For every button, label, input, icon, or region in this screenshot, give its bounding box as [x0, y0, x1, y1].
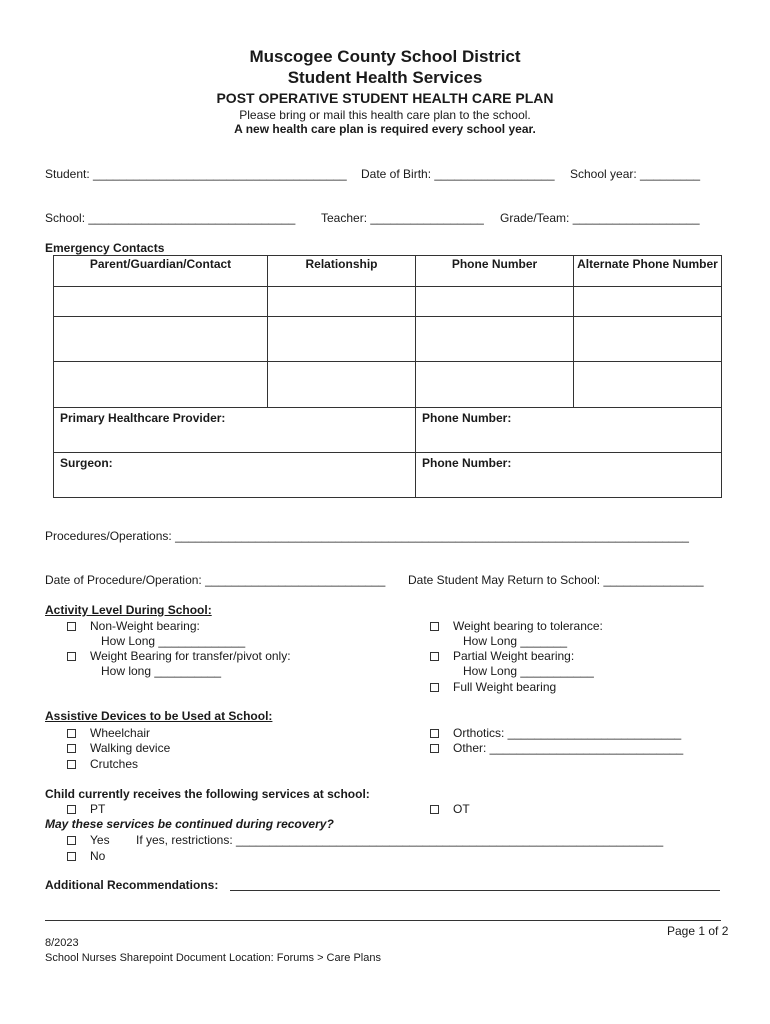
no-label: No [90, 849, 106, 863]
additional-recommendations-line2[interactable] [45, 906, 721, 921]
phone-cell[interactable] [416, 287, 574, 317]
checkbox-partial-weight[interactable] [430, 649, 439, 663]
checkbox-icon [67, 652, 76, 661]
partial-weight-label: Partial Weight bearing: [453, 649, 575, 663]
contact-cell[interactable] [54, 287, 268, 317]
procedures-field[interactable]: Procedures/Operations: _____________________________________________________________________________ [45, 529, 689, 543]
checkbox-ot[interactable] [430, 802, 439, 816]
wheelchair-label: Wheelchair [90, 726, 151, 740]
page-number: Page 1 of 2 [667, 924, 729, 938]
checkbox-icon [430, 683, 439, 692]
assistive-devices-title: Assistive Devices to be Used at School: [45, 709, 273, 723]
col-header-phone: Phone Number [416, 256, 574, 287]
school-year-field[interactable]: School year: _________ [570, 167, 701, 181]
pt-label: PT [90, 802, 106, 816]
checkbox-orthotics[interactable] [430, 726, 439, 740]
checkbox-crutches[interactable] [67, 757, 76, 771]
orthotics-field[interactable]: Orthotics: __________________________ [453, 726, 682, 740]
checkbox-wheelchair[interactable] [67, 726, 76, 740]
checkbox-icon [67, 760, 76, 769]
col-header-contact: Parent/Guardian/Contact [54, 256, 268, 287]
weight-tolerance-label: Weight bearing to tolerance: [453, 619, 603, 633]
checkbox-yes[interactable] [67, 833, 76, 847]
alt-phone-cell[interactable] [574, 317, 722, 362]
partial-weight-howlong[interactable]: How Long ___________ [463, 664, 594, 678]
footer-location: School Nurses Sharepoint Document Location: Forums > Care Plans [45, 952, 381, 964]
relationship-cell[interactable] [268, 317, 416, 362]
phone-cell[interactable] [416, 362, 574, 408]
transfer-pivot-label: Weight Bearing for transfer/pivot only: [90, 649, 291, 663]
instruction-text: Please bring or mail this health care plan to the school. [239, 108, 531, 122]
primary-provider-label: Primary Healthcare Provider: [60, 411, 226, 425]
services-title: Child currently receives the following services at school: [45, 787, 370, 801]
alt-phone-cell[interactable] [574, 287, 722, 317]
table-row [54, 362, 722, 408]
checkbox-icon [430, 744, 439, 753]
checkbox-non-weight-bearing[interactable] [67, 619, 76, 633]
surgeon-phone-cell[interactable] [416, 453, 722, 498]
table-row [54, 287, 722, 317]
emergency-contacts-table [53, 255, 722, 498]
surgeon-phone-label: Phone Number: [422, 456, 512, 470]
checkbox-no[interactable] [67, 849, 76, 863]
student-field[interactable]: Student: ______________________________________ [45, 167, 347, 181]
table-row [54, 317, 722, 362]
checkbox-icon [67, 805, 76, 814]
relationship-cell[interactable] [268, 287, 416, 317]
contact-cell[interactable] [54, 317, 268, 362]
return-date-field[interactable]: Date Student May Return to School: _______________ [408, 573, 704, 587]
relationship-cell[interactable] [268, 362, 416, 408]
checkbox-other[interactable] [430, 741, 439, 755]
checkbox-transfer-pivot[interactable] [67, 649, 76, 663]
checkbox-weight-tolerance[interactable] [430, 619, 439, 633]
checkbox-icon [67, 744, 76, 753]
school-field[interactable]: School: _______________________________ [45, 211, 296, 225]
checkbox-icon [67, 836, 76, 845]
alt-phone-cell[interactable] [574, 362, 722, 408]
form-title: POST OPERATIVE STUDENT HEALTH CARE PLAN [216, 90, 554, 106]
additional-recommendations-label: Additional Recommendations: [45, 878, 219, 892]
primary-provider-cell[interactable] [54, 408, 416, 453]
checkbox-full-weight[interactable] [430, 680, 439, 694]
phone-cell[interactable] [416, 317, 574, 362]
activity-level-title: Activity Level During School: [45, 603, 212, 617]
col-header-alt-phone: Alternate Phone Number [574, 256, 722, 287]
footer-date: 8/2023 [45, 937, 79, 949]
checkbox-walking-device[interactable] [67, 741, 76, 755]
full-weight-label: Full Weight bearing [453, 680, 557, 694]
contact-cell[interactable] [54, 362, 268, 408]
district-title: Muscogee County School District [249, 47, 521, 66]
non-weight-bearing-label: Non-Weight bearing: [90, 619, 200, 633]
emergency-contacts-title: Emergency Contacts [45, 241, 165, 255]
yes-label: Yes [90, 833, 110, 847]
dob-field[interactable]: Date of Birth: __________________ [361, 167, 555, 181]
checkbox-icon [430, 729, 439, 738]
provider-phone-label: Phone Number: [422, 411, 512, 425]
surgeon-label: Surgeon: [60, 456, 113, 470]
continue-services-question: May these services be continued during recovery? [45, 817, 334, 831]
other-field[interactable]: Other: _____________________________ [453, 741, 684, 755]
checkbox-icon [67, 729, 76, 738]
restrictions-field[interactable]: If yes, restrictions: ________________________________________________________________ [136, 833, 664, 847]
col-header-relationship: Relationship [268, 256, 416, 287]
non-weight-bearing-howlong[interactable]: How Long _____________ [101, 634, 246, 648]
provider-phone-cell[interactable] [416, 408, 722, 453]
checkbox-icon [430, 622, 439, 631]
checkbox-pt[interactable] [67, 802, 76, 816]
grade-field[interactable]: Grade/Team: ___________________ [500, 211, 700, 225]
surgeon-cell[interactable] [54, 453, 416, 498]
additional-recommendations-line1[interactable] [230, 876, 720, 891]
ot-label: OT [453, 802, 470, 816]
teacher-field[interactable]: Teacher: _________________ [321, 211, 484, 225]
department-title: Student Health Services [287, 68, 483, 87]
crutches-label: Crutches [90, 757, 139, 771]
checkbox-icon [430, 652, 439, 661]
transfer-pivot-howlong[interactable]: How long __________ [101, 664, 222, 678]
checkbox-icon [430, 805, 439, 814]
requirement-text: A new health care plan is required every school year. [234, 122, 536, 136]
procedure-date-field[interactable]: Date of Procedure/Operation: ___________________________ [45, 573, 386, 587]
checkbox-icon [67, 622, 76, 631]
walking-device-label: Walking device [90, 741, 171, 755]
checkbox-icon [67, 852, 76, 861]
weight-tolerance-howlong[interactable]: How Long _______ [463, 634, 568, 648]
